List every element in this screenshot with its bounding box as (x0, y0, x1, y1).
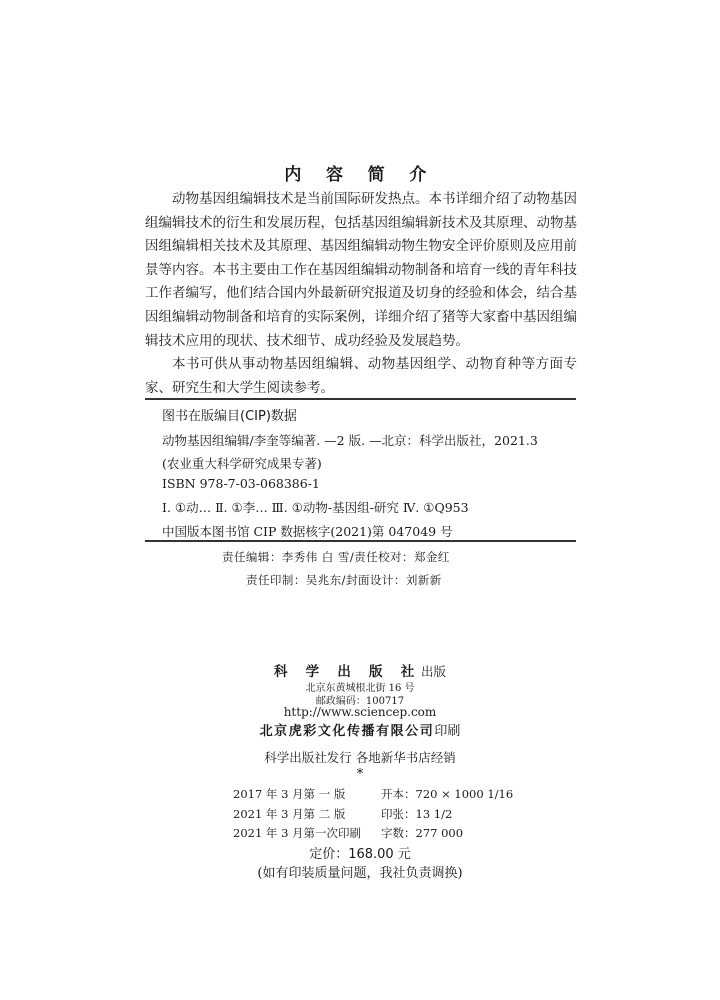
publisher-url: http://www.sciencep.com (283, 705, 437, 719)
edition-date: 2021 年 3 月第 二 版 (233, 807, 346, 821)
replacement-note: (如有印装质量问题，我社负责调换) (257, 866, 463, 881)
edition-line (233, 786, 513, 802)
publisher-address: 北京东黄城根北街 16 号 (305, 683, 415, 694)
price: 定价：168.00 元 (309, 847, 411, 862)
publisher-postcode: 邮政编码：100717 (315, 696, 405, 707)
edition-date: 2021 年 3 月第一次印刷 (233, 826, 362, 840)
cip-line: 动物基因组编辑/李奎等编著. —2 版. —北京：科学出版社，2021.3 (162, 433, 538, 448)
edition-line (233, 806, 452, 822)
publisher-name: 科 学 出 版 社 (273, 664, 422, 680)
edition-detail: 印张：13 1/2 (381, 807, 453, 821)
printer-name: 北京虎彩文化传播有限公司 (259, 724, 435, 739)
staff-line: 责任印制：吴兆东/封面设计：刘新新 (246, 573, 442, 587)
cip-line: (农业重大科学研究成果专著) (162, 456, 322, 471)
summary-paragraph: 动物基因组编辑技术是当前国际研发热点。本书详细介绍了动物基因组编辑技术的衍生和发展历程，包括基因组编辑新技术及其原理、动物基因组编辑相关技术及其原理、基因组编辑动物生物安全评价原则及应用前景等内容。本书主要由工作在基因组编辑动物制备和培育一线的青年科技工作者编写，他们结合国内外最新研究报道及切身的经验和体会，结合基因组编辑动物制备和培育的实际案例，详细介绍了猪等大家畜中基因组编辑技术应用的现状、技术细节、成功经验及发展趋势。 (145, 191, 577, 349)
edition-date: 2017 年 3 月第 一 版 (233, 787, 346, 801)
edition-detail: 开本：720 × 1000 1/16 (381, 787, 514, 801)
cip-line: 中国版本图书馆 CIP 数据核字(2021)第 047049 号 (162, 524, 453, 539)
top-rule (145, 398, 576, 400)
page-title: 内 容 简 介 (284, 165, 436, 185)
printer-line (0, 720, 720, 739)
summary (145, 188, 577, 400)
distribution: 科学出版社发行 各地新华书店经销 (264, 750, 456, 765)
bottom-rule (145, 540, 576, 542)
printer-suffix: 印刷 (434, 724, 461, 739)
summary-paragraph: 本书可供从事动物基因组编辑、动物基因组学、动物育种等方面专家、研究生和大学生阅读参考。 (145, 356, 577, 396)
separator-star: * (356, 767, 364, 782)
edition-detail: 字数：277 000 (381, 826, 464, 840)
publisher-line (0, 660, 720, 680)
publisher-suffix: 出版 (421, 664, 447, 679)
staff-line: 责任编辑：李秀伟 白 雪/责任校对：郑金红 (222, 550, 450, 564)
cip-line: ISBN 978-7-03-068386-1 (162, 476, 320, 491)
cip-heading: 图书在版编目(CIP)数据 (162, 409, 297, 424)
edition-line (233, 825, 463, 841)
cip-line: Ⅰ. ①动… Ⅱ. ①李… Ⅲ. ①动物-基因组-研究 Ⅳ. ①Q953 (162, 500, 469, 515)
